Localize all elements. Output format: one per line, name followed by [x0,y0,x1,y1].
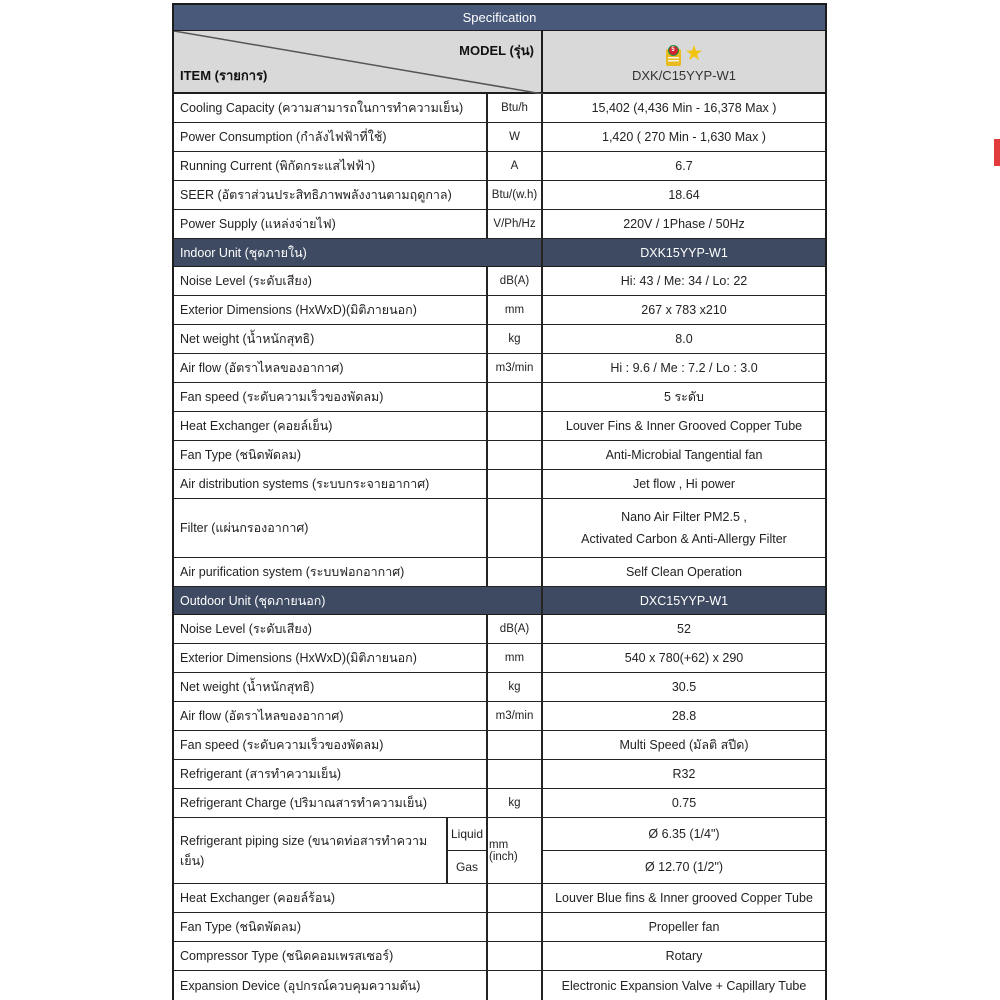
row-unit [488,971,543,1000]
spec-row-indoor-airflow [174,354,825,383]
piping-gas-label: Gas [455,860,478,874]
row-value: Louver Blue fins & Inner grooved Copper Tube [555,891,813,905]
row-label: Air flow (อัตราไหลของอากาศ) [174,354,488,382]
row-label: Compressor Type (ชนิดคอมเพรสเซอร์) [174,942,488,970]
spec-row-piping-size [174,818,825,884]
section-model: DXC15YYP-W1 [639,593,729,608]
row-value: Multi Speed (มัลติ สปีด) [619,738,749,752]
spec-row-indoor-fanspeed [174,383,825,412]
model-header-row [174,31,825,94]
row-unit: mm [488,296,543,324]
edge-marker [994,139,1000,166]
spec-table [172,3,827,1000]
row-label: Fan Type (ชนิดพัดลม) [174,913,488,941]
piping-phase-column [448,818,488,883]
row-value: Electronic Expansion Valve + Capillary Tube [561,978,807,993]
spec-row-cooling-capacity [174,94,825,123]
section-header-outdoor [174,587,825,615]
spec-row-running-current [174,152,825,181]
spec-row-outdoor-noise [174,615,825,644]
spec-row-indoor-fantype [174,441,825,470]
row-unit [488,942,543,970]
row-value: 267 x 783 x210 [641,303,727,317]
row-value: Anti-Microbial Tangential fan [605,448,763,462]
row-label: Refrigerant (สารทำความเย็น) [174,760,488,788]
row-unit [488,731,543,759]
row-label: Fan speed (ระดับความเร็วของพัดลม) [174,383,488,411]
spec-row-refrigerant-charge [174,789,825,818]
row-unit [488,884,543,912]
row-value: R32 [672,767,696,781]
row-unit: kg [488,673,543,701]
row-label: Air purification system (ระบบฟอกอากาศ) [174,558,488,586]
row-unit [488,558,543,586]
row-label: Net weight (น้ำหนักสุทธิ) [174,325,488,353]
row-unit [488,913,543,941]
row-label: Power Supply (แหล่งจ่ายไฟ) [174,210,488,238]
row-unit: m3/min [488,354,543,382]
row-label: Cooling Capacity (ความสามารถในการทำความเย็น) [174,94,488,122]
row-label: Heat Exchanger (คอยล์ร้อน) [174,884,488,912]
spec-row-filter [174,499,825,558]
spec-row-power-supply [174,210,825,239]
certification-icons [665,41,704,67]
row-unit: W [488,123,543,151]
row-label: Air flow (อัตราไหลของอากาศ) [174,702,488,730]
row-value: 5 ระดับ [664,390,704,404]
row-label: Noise Level (ระดับเสียง) [174,615,488,643]
energy-label-icon [665,45,682,66]
row-unit: Btu/(w.h) [488,181,543,209]
row-label: Noise Level (ระดับเสียง) [174,267,488,295]
spec-row-outdoor-heat-exchanger [174,884,825,913]
section-model: DXK15YYP-W1 [640,245,728,260]
row-value: Self Clean Operation [625,565,743,579]
piping-values [543,818,825,883]
spec-row-indoor-heat-exchanger [174,412,825,441]
row-label: Filter (แผ่นกรองอากาศ) [174,499,488,557]
spec-row-outdoor-fanspeed [174,731,825,760]
row-value: 30.5 [671,680,697,694]
row-label: Exterior Dimensions (HxWxD)(มิติภายนอก) [174,644,488,672]
spec-row-seer [174,181,825,210]
row-label: Refrigerant Charge (ปริมาณสารทำความเย็น) [174,789,488,817]
item-label: ITEM (รายการ) [180,68,268,83]
row-unit [488,383,543,411]
row-unit: dB(A) [488,615,543,643]
spec-row-expansion-device [174,971,825,1000]
row-label: Fan Type (ชนิดพัดลม) [174,441,488,469]
spec-row-outdoor-dimensions [174,644,825,673]
row-value: 15,402 (4,436 Min - 16,378 Max ) [591,101,777,115]
row-label: SEER (อัตราส่วนประสิทธิภาพพลังงานตามฤดูกาล) [174,181,488,209]
row-value [543,499,825,557]
model-value-cell [543,31,825,92]
row-value: Hi: 43 / Me: 34 / Lo: 22 [620,274,748,288]
row-value: 18.64 [668,188,700,202]
row-value: 540 x 780(+62) x 290 [624,651,744,665]
spec-row-indoor-noise [174,267,825,296]
spec-row-indoor-dimensions [174,296,825,325]
row-label: Running Current (พิกัดกระแสไฟฟ้า) [174,152,488,180]
row-value: 1,420 ( 270 Min - 1,630 Max ) [602,130,766,144]
piping-liquid-value: Ø 6.35 (1/4") [543,818,825,851]
row-label: Refrigerant piping size (ขนาดท่อสารทำความเย็น) [174,818,448,883]
row-label: Heat Exchanger (คอยล์เย็น) [174,412,488,440]
row-unit: mm [488,644,543,672]
spec-row-outdoor-fantype [174,913,825,942]
row-value: 52 [677,622,691,636]
row-unit: m3/min [488,702,543,730]
row-value: 220V / 1Phase / 50Hz [623,217,745,231]
spec-row-outdoor-airflow [174,702,825,731]
spec-row-compressor [174,942,825,971]
row-unit: mm (inch) [488,818,543,883]
row-label: Net weight (น้ำหนักสุทธิ) [174,673,488,701]
star-icon: ★ [684,41,704,65]
row-unit [488,760,543,788]
row-value: 8.0 [675,332,693,346]
row-unit [488,470,543,498]
section-label: Outdoor Unit (ชุดภายนอก) [174,587,543,614]
row-label: Fan speed (ระดับความเร็วของพัดลม) [174,731,488,759]
row-label: Air distribution systems (ระบบกระจายอากาศ) [174,470,488,498]
spec-row-air-distribution [174,470,825,499]
energy-label-seal: 5 [668,45,679,56]
row-value: Hi : 9.6 / Me : 7.2 / Lo : 3.0 [610,361,758,375]
model-item-cell [174,31,543,92]
row-unit [488,499,543,557]
model-label: MODEL (รุ่น) [459,43,534,58]
spec-row-indoor-weight [174,325,825,354]
row-label: Exterior Dimensions (HxWxD)(มิติภายนอก) [174,296,488,324]
spec-row-air-purification [174,558,825,587]
piping-liquid-label: Liquid [448,818,486,851]
row-value: Propeller fan [648,920,720,934]
filter-value-line2: Activated Carbon & Anti-Allergy Filter [581,532,787,546]
table-title: Specification [174,5,825,31]
filter-value-line1: Nano Air Filter PM2.5 , [621,510,747,524]
row-unit: kg [488,789,543,817]
section-label: Indoor Unit (ชุดภายใน) [174,239,543,266]
piping-gas-value: Ø 12.70 (1/2") [644,860,724,874]
row-value: Jet flow , Hi power [632,477,736,491]
row-value: 6.7 [675,159,693,173]
section-header-indoor [174,239,825,267]
row-label: Power Consumption (กำลังไฟฟ้าที่ใช้) [174,123,488,151]
row-unit [488,441,543,469]
row-unit: V/Ph/Hz [488,210,543,238]
spec-row-outdoor-weight [174,673,825,702]
row-value: Louver Fins & Inner Grooved Copper Tube [565,419,803,433]
row-unit: dB(A) [488,267,543,295]
spec-row-power-consumption [174,123,825,152]
row-unit: A [488,152,543,180]
row-value: 28.8 [671,709,697,723]
row-unit [488,412,543,440]
row-unit: kg [488,325,543,353]
spec-row-refrigerant [174,760,825,789]
row-value: 0.75 [671,796,697,810]
row-value: Rotary [665,949,703,963]
model-value: DXK/C15YYP-W1 [631,67,737,83]
row-label: Expansion Device (อุปกรณ์ควบคุมความดัน) [174,971,488,1000]
row-unit: Btu/h [488,94,543,122]
